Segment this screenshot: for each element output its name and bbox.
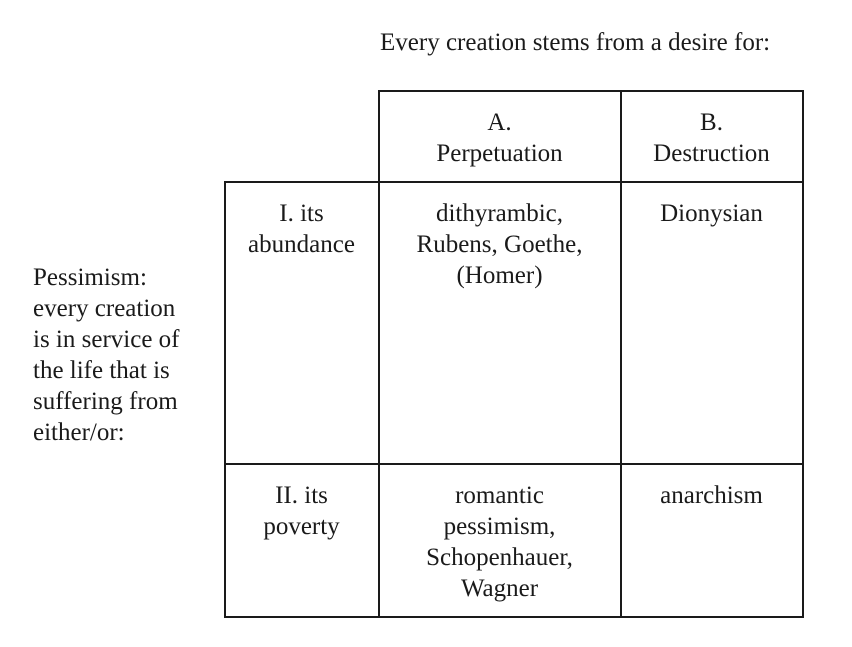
cell-line: (Homer) <box>456 262 543 289</box>
cell-poverty-perpetuation <box>379 480 620 604</box>
cell-abundance-destruction <box>621 198 802 229</box>
column-label: Perpetuation <box>436 140 563 167</box>
note-line: every creation <box>33 295 176 322</box>
cell-line: pessimism, <box>443 513 556 540</box>
column-letter: A. <box>487 109 512 136</box>
grid-line-right <box>802 90 804 617</box>
row-label: abundance <box>248 231 355 258</box>
note-line: the life that is <box>33 357 170 384</box>
cell-poverty-destruction <box>621 480 802 511</box>
grid-line-top-header <box>378 90 804 92</box>
cell-line: Rubens, Goethe, <box>416 231 583 258</box>
row-header-poverty <box>225 480 378 542</box>
note-line: is in service of <box>33 326 180 353</box>
grid-line-row-divider <box>224 463 804 465</box>
cell-abundance-perpetuation <box>379 198 620 291</box>
row-label: poverty <box>263 513 340 540</box>
grid-line-bottom <box>224 616 804 618</box>
column-label: Destruction <box>653 140 770 167</box>
cell-line: Schopenhauer, <box>426 544 573 571</box>
cell-line: Dionysian <box>660 200 763 227</box>
cell-line: romantic <box>455 482 544 509</box>
note-line: suffering from <box>33 388 178 415</box>
column-header-perpetuation <box>379 107 620 169</box>
column-header-destruction <box>621 107 802 169</box>
row-number: II. its <box>275 482 328 509</box>
row-number: I. its <box>279 200 324 227</box>
cell-line: anarchism <box>660 482 763 509</box>
table-heading: Every creation stems from a desire for: <box>380 29 771 56</box>
grid-line-header-bottom <box>224 181 804 183</box>
pessimism-note <box>33 262 213 448</box>
note-line: either/or: <box>33 419 125 446</box>
column-letter: B. <box>700 109 723 136</box>
cell-line: Wagner <box>460 575 539 602</box>
cell-line: dithyrambic, <box>435 200 564 227</box>
row-header-abundance <box>225 198 378 260</box>
grid-line-col-b <box>620 90 622 617</box>
note-line: Pessimism: <box>33 264 147 291</box>
